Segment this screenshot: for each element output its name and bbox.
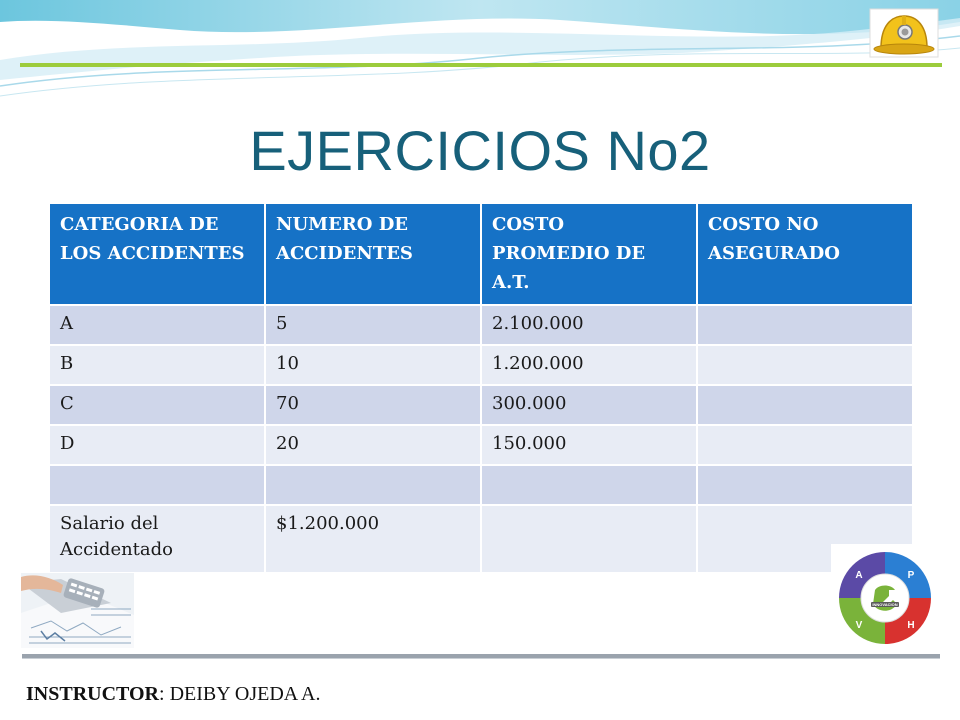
calculator-documents-photo (21, 573, 134, 648)
instructor-credit (26, 683, 321, 706)
table-cell (697, 385, 913, 425)
instructor-separator: : (159, 683, 170, 705)
table-cell (697, 305, 913, 345)
slide-title: EJERCICIOS No2 (249, 119, 711, 182)
table-cell: 70 (265, 385, 481, 425)
table-cell: C (49, 385, 265, 425)
table-cell: 300.000 (481, 385, 697, 425)
table-row (49, 465, 913, 505)
table-row (49, 345, 913, 385)
header-uninsured-cost: COSTO NO ASEGURADO (697, 203, 913, 305)
table-cell: 1.200.000 (481, 345, 697, 385)
table-cell (697, 345, 913, 385)
table-cell: 150.000 (481, 425, 697, 465)
table-cell (49, 465, 265, 505)
table-cell: B (49, 345, 265, 385)
background-waves (0, 0, 960, 110)
table-cell (697, 465, 913, 505)
table-cell: Salario del Accidentado (49, 505, 265, 573)
table-row (49, 385, 913, 425)
instructor-label: INSTRUCTOR (26, 683, 159, 705)
table-cell (265, 465, 481, 505)
table-cell (481, 465, 697, 505)
table-cell: 10 (265, 345, 481, 385)
cycle-quadrant-h: H (907, 620, 915, 631)
wave-top-band (0, 0, 960, 34)
table-cell (697, 425, 913, 465)
table-cell: $1.200.000 (265, 505, 481, 573)
cycle-center-label: INNOVACION (872, 602, 898, 607)
table-row (49, 305, 913, 345)
pdca-innovation-cycle-diagram (831, 544, 939, 652)
table-cell: 20 (265, 425, 481, 465)
table-cell: A (49, 305, 265, 345)
table-header-row (49, 203, 913, 305)
cycle-quadrant-v: V (855, 620, 863, 631)
green-rule (20, 63, 942, 67)
table-cell: 5 (265, 305, 481, 345)
safety-helmet-icon (869, 8, 939, 58)
header-accident-count: NUMERO DE ACCIDENTES (265, 203, 481, 305)
table-cell (481, 505, 697, 573)
table-row (49, 505, 913, 573)
header-category: CATEGORIA DE LOS ACCIDENTES (49, 203, 265, 305)
instructor-name: DEIBY OJEDA A. (169, 683, 321, 705)
table-cell: D (49, 425, 265, 465)
footer-divider (22, 654, 940, 659)
header-average-cost: COSTO PROMEDIO DE A.T. (481, 203, 697, 305)
table-cell: 2.100.000 (481, 305, 697, 345)
accident-cost-table (48, 202, 914, 574)
cycle-quadrant-a: A (855, 570, 863, 581)
cycle-quadrant-p: P (907, 570, 915, 581)
table-row (49, 425, 913, 465)
